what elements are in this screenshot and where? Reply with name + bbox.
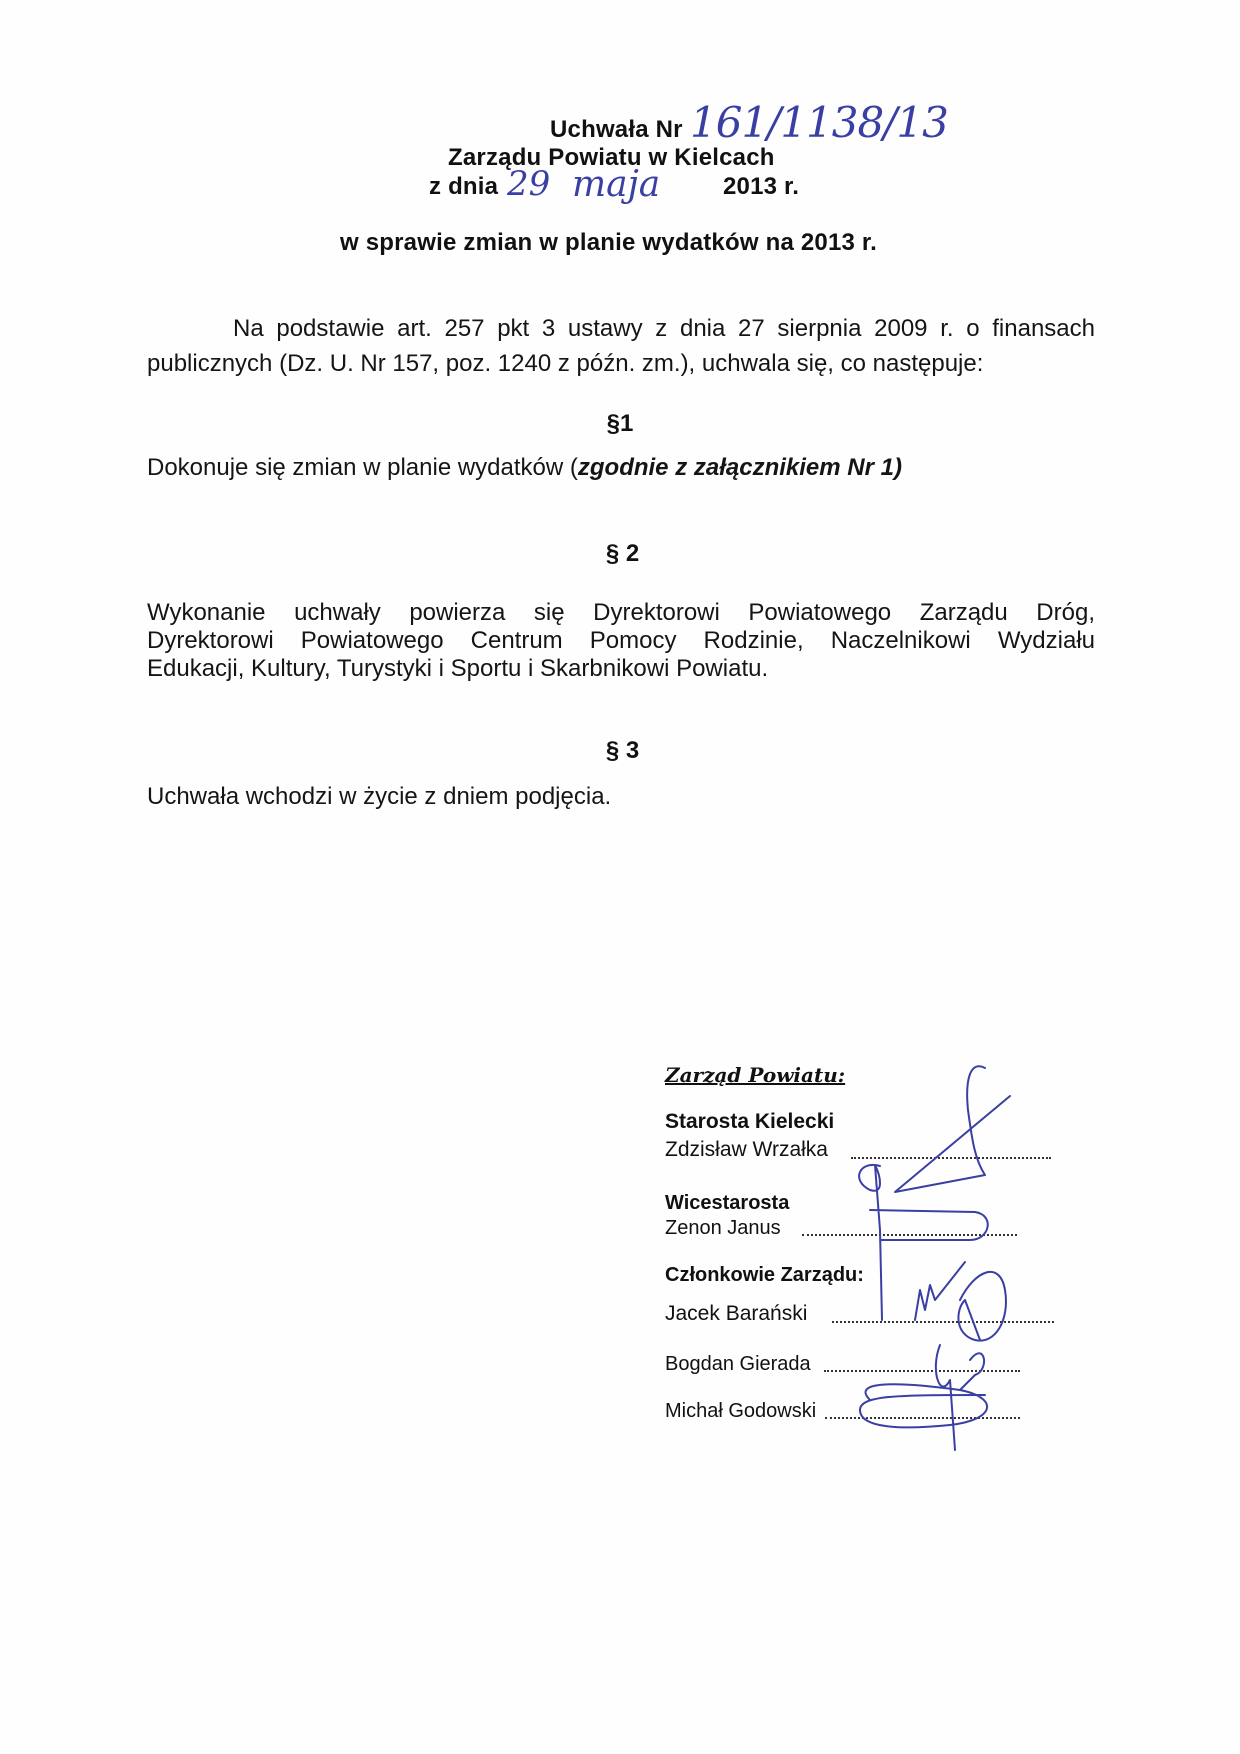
resolution-title	[550, 116, 683, 144]
section-1-text	[147, 453, 902, 483]
section-3-mark: § 3	[605, 737, 640, 764]
issuing-body: Zarządu Powiatu w Kielcach	[448, 144, 775, 171]
section-2-line-3: Edukacji, Kultury, Turystyki i Sportu i Skarbnikowi Powiatu.	[147, 655, 769, 682]
preamble-line-1: Na podstawie art. 257 pkt 3 ustawy z dnia 27 sierpnia 2009 r. o finansach	[233, 315, 1095, 342]
resolution-subject: w sprawie zmian w planie wydatków na 2013 r.	[340, 229, 877, 256]
member-name: Jacek Barański	[665, 1302, 808, 1325]
member-signature-line	[825, 1417, 1020, 1419]
section-3-text: Uchwała wchodzi w życie z dniem podjęcia.	[147, 783, 612, 810]
member-signature-line	[824, 1370, 1020, 1372]
handwritten-date-day: 29	[507, 164, 551, 204]
section-1-attachment-reference: zgodnie z załącznikiem Nr 1)	[577, 454, 902, 481]
signature-vicestarosta	[859, 1165, 988, 1320]
board-members-heading: Członkowie Zarządu:	[665, 1264, 864, 1286]
section-2-mark: § 2	[605, 540, 640, 567]
handwritten-date-month: maja	[572, 164, 661, 205]
preamble-line-2: publicznych (Dz. U. Nr 157, poz. 1240 z późn. zm.), uchwala się, co następuje:	[147, 350, 984, 377]
starosta-signature-line	[851, 1157, 1051, 1159]
section-2-line-1: Wykonanie uchwały powierza się Dyrektorowi Powiatowego Zarządu Dróg,	[147, 599, 1095, 626]
signature-member	[915, 1262, 1006, 1341]
vicestarosta-role: Wicestarosta	[665, 1192, 790, 1214]
starosta-role: Starosta Kielecki	[665, 1110, 835, 1133]
handwritten-resolution-number: 161/1138/13	[690, 98, 948, 147]
vicestarosta-name: Zenon Janus	[665, 1217, 781, 1239]
board-title: Zarząd Powiatu:	[665, 1063, 846, 1087]
section-1-text-plain: Dokonuje się zmian w planie wydatków (	[147, 454, 578, 481]
signature-starosta	[895, 1066, 1010, 1192]
date-prefix: z dnia	[429, 173, 499, 200]
member-signature-line	[832, 1321, 1054, 1323]
member-name: Michał Godowski	[665, 1400, 817, 1422]
date-year: 2013 r.	[723, 173, 800, 200]
member-name: Bogdan Gierada	[665, 1353, 811, 1375]
section-1-mark: §1	[606, 410, 634, 437]
vicestarosta-signature-line	[802, 1234, 1017, 1236]
resolution-title-prefix: Uchwała Nr	[550, 116, 683, 143]
signature-member	[936, 1345, 984, 1450]
signature-member	[860, 1384, 987, 1427]
section-2-line-2: Dyrektorowi Powiatowego Centrum Pomocy Rodzinie, Naczelnikowi Wydziału	[147, 627, 1095, 654]
starosta-name: Zdzisław Wrzałka	[665, 1138, 828, 1161]
